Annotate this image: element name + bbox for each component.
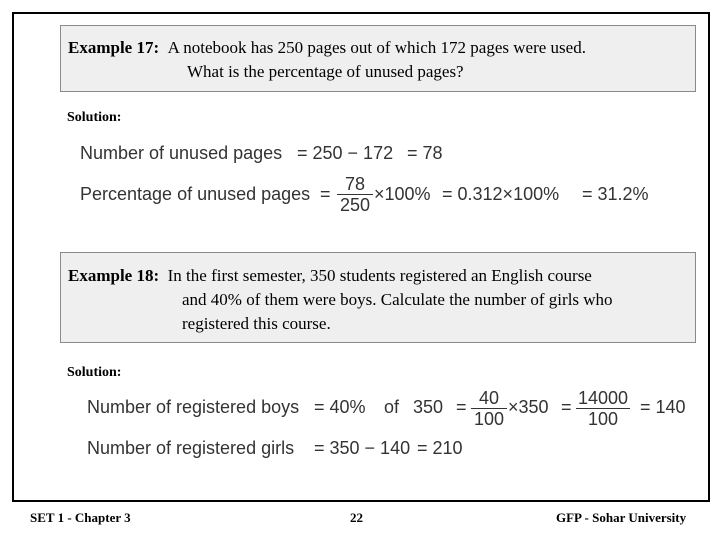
solution-18-label: Solution: — [67, 365, 122, 380]
example-17-label: Example 17: — [68, 38, 160, 57]
example-18-line-2: and 40% of them were boys. Calculate the number of girls who — [182, 290, 613, 309]
example-18-line-3: registered this course. — [182, 314, 331, 333]
eq18-fraction-2-denominator: 100 — [587, 409, 619, 429]
eq18-row1-term4: ×350 — [508, 397, 549, 417]
eq17-row2-term2: = 0.312×100% — [442, 184, 560, 204]
eq18-row2-lhs: Number of registered girls — [87, 438, 295, 458]
eq18-row1-eq3: = — [561, 397, 572, 417]
example-18-box — [60, 252, 696, 343]
eq17-row2-term1: ×100% — [374, 184, 431, 204]
example-18-line-1: In the first semester, 350 students registered an English course — [167, 266, 592, 285]
solution-17-label: Solution: — [67, 110, 122, 125]
eq18-fraction-1-denominator: 100 — [473, 409, 505, 429]
eq17-fraction-numerator: 78 — [337, 174, 373, 195]
footer-institution: GFP - Sohar University — [556, 510, 687, 525]
example-17-line-1: A notebook has 250 pages out of which 172 pages were used. — [167, 38, 586, 57]
eq18-row2-term2: = 210 — [417, 438, 463, 458]
eq17-row2-lhs: Percentage of unused pages — [80, 184, 311, 204]
eq18-row1-term1: = 40% — [314, 397, 366, 417]
eq17-row1-term2: = 78 — [407, 143, 443, 163]
eq17-row1-lhs: Number of unused pages — [80, 143, 283, 163]
eq17-row1-term1: = 250 − 172 — [297, 143, 394, 163]
eq17-row2-term3: = 31.2% — [582, 184, 649, 204]
eq18-row1-term2: of — [384, 397, 400, 417]
eq18-row1-lhs: Number of registered boys — [87, 397, 300, 417]
eq18-row1-term3: 350 — [413, 397, 444, 417]
eq18-row1-term5: = 140 — [640, 397, 686, 417]
example-17-box — [60, 25, 696, 92]
eq18-row2-term1: = 350 − 140 — [314, 438, 411, 458]
eq18-fraction-1-numerator: 40 — [471, 388, 507, 409]
example-17-line-2: What is the percentage of unused pages? — [187, 62, 464, 81]
eq18-row1-eq2: = — [456, 397, 467, 417]
eq17-row2-eq1: = — [320, 184, 331, 204]
eq18-fraction-2-numerator: 14000 — [578, 388, 629, 408]
eq17-fraction-denominator: 250 — [339, 195, 371, 215]
footer-course-label: SET 1 - Chapter 3 — [30, 510, 131, 525]
footer-page-number: 22 — [350, 510, 363, 525]
example-18-label: Example 18: — [68, 266, 160, 285]
